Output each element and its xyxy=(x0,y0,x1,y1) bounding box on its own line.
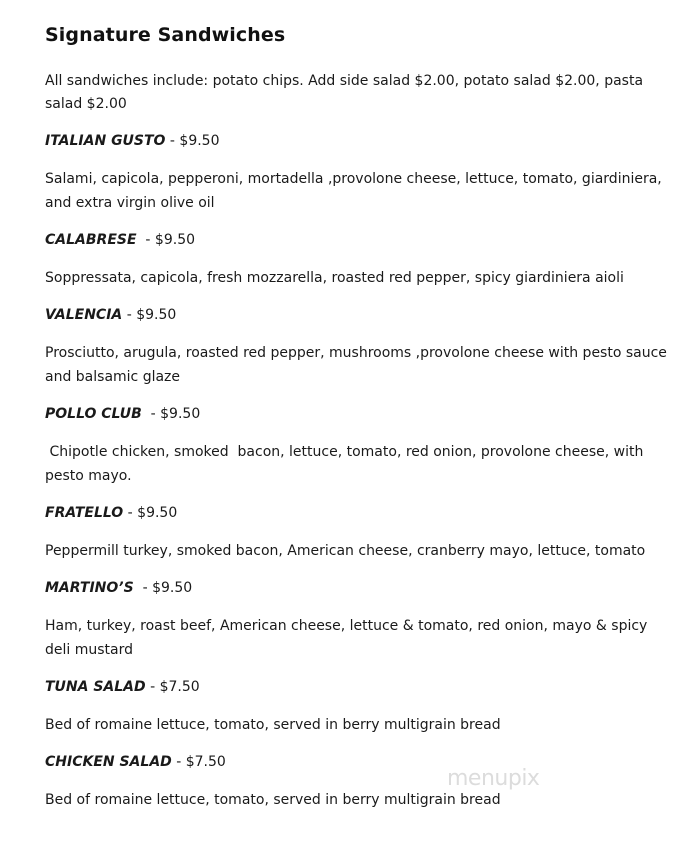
item-name: CHICKEN SALAD xyxy=(45,754,172,770)
item-price: - $7.50 xyxy=(171,754,226,770)
menu-item xyxy=(45,403,670,488)
item-name: ITALIAN GUSTO xyxy=(45,133,166,149)
item-description: Salami, capicola, pepperoni, mortadella ,provolone cheese, lettuce, tomato, giardiniera, and extra virgin olive oil xyxy=(45,171,662,211)
menu-item xyxy=(45,304,670,389)
item-price: - $9.50 xyxy=(123,505,178,521)
item-heading xyxy=(45,502,670,525)
item-description: Bed of romaine lettuce, tomato, served in berry multigrain bread xyxy=(45,717,501,733)
item-price: - $9.50 xyxy=(165,133,220,149)
item-name: TUNA SALAD xyxy=(45,679,146,695)
item-name: MARTINO’S xyxy=(45,580,134,596)
item-price: - $9.50 xyxy=(133,580,193,596)
menu-item xyxy=(45,751,670,812)
sandwich-list xyxy=(45,130,670,826)
item-description: Ham, turkey, roast beef, American cheese, lettuce & tomato, red onion, mayo & spicy deli mustard xyxy=(45,618,648,658)
menu-intro: All sandwiches include: potato chips. Add side salad $2.00, potato salad $2.00, pasta salad $2.00 xyxy=(45,73,644,112)
item-heading xyxy=(45,304,670,327)
item-heading xyxy=(45,403,670,426)
item-description: Bed of romaine lettuce, tomato, served in berry multigrain bread xyxy=(45,792,501,808)
menu-item xyxy=(45,577,670,662)
item-heading xyxy=(45,229,670,252)
item-name: FRATELLO xyxy=(45,505,124,521)
item-price: - $9.50 xyxy=(122,307,177,323)
item-name: POLLO CLUB xyxy=(45,406,142,422)
item-heading xyxy=(45,676,670,699)
item-price: - $9.50 xyxy=(136,232,196,248)
item-name: CALABRESE xyxy=(45,232,137,248)
menu-item xyxy=(45,130,670,215)
item-description: Peppermill turkey, smoked bacon, American cheese, cranberry mayo, lettuce, tomato xyxy=(45,543,646,559)
item-description: Prosciutto, arugula, roasted red pepper, mushrooms ,provolone cheese with pesto sauce and balsamic glaze xyxy=(45,345,667,385)
menu-item xyxy=(45,676,670,737)
item-heading xyxy=(45,577,670,600)
menu-item xyxy=(45,229,670,290)
item-description: Chipotle chicken, smoked bacon, lettuce, tomato, red onion, provolone cheese, with pesto mayo. xyxy=(45,444,648,484)
item-name: VALENCIA xyxy=(45,307,123,323)
item-price: - $7.50 xyxy=(145,679,200,695)
item-heading xyxy=(45,130,670,153)
menu-item xyxy=(45,502,670,563)
page-title: Signature Sandwiches xyxy=(45,24,286,46)
item-description: Soppressata, capicola, fresh mozzarella, roasted red pepper, spicy giardiniera aioli xyxy=(45,270,624,286)
item-price: - $9.50 xyxy=(141,406,201,422)
item-heading xyxy=(45,751,670,774)
watermark-logo: menupix xyxy=(447,766,540,791)
